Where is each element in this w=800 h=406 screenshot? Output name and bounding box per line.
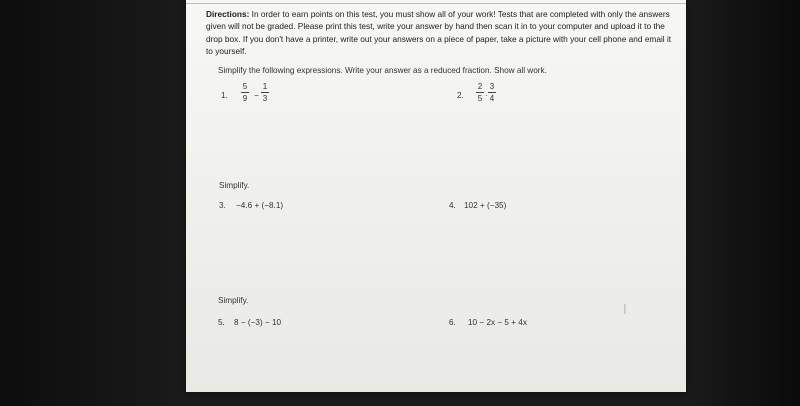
top-border [186, 3, 686, 4]
fraction-bar [476, 92, 484, 93]
test-worksheet [186, 0, 686, 392]
fraction-denominator: 4 [489, 94, 495, 103]
problem3-number: 3. [219, 201, 226, 210]
fraction-bar [261, 92, 269, 93]
section2-heading: Simplify. [219, 181, 250, 190]
problem1-fraction-a [241, 82, 249, 103]
problem4-number: 4. [449, 201, 456, 210]
fraction-numerator: 3 [489, 82, 495, 91]
section3-heading: Simplify. [218, 296, 249, 305]
problem5-expression: 8 − (−3) − 10 [234, 318, 282, 327]
problem2-fraction-b [488, 82, 496, 103]
text-cursor-icon: I [623, 303, 627, 318]
problem2-operator: · [485, 91, 488, 100]
section1-instruction: Simplify the following expressions. Write your answer as a reduced fraction. Show all work. [218, 66, 547, 75]
fraction-numerator: 5 [242, 82, 248, 91]
problem1-fraction-b [261, 82, 269, 103]
problem1-number: 1. [221, 91, 228, 100]
problem4-expression: 102 + (−35) [464, 201, 507, 210]
directions-text: In order to earn points on this test, you must show all of your work! Tests that are completed with only the answers given will not be graded. Please print this test, write your answer by hand then scan it in to your computer and upload it to the drop box. If you don't have a printer, write out your answers on a piece of paper, take a picture with your cell phone and email it to yourself. [206, 9, 672, 57]
fraction-bar [488, 92, 496, 93]
problem2-fraction-a [476, 82, 484, 103]
fraction-numerator: 1 [262, 82, 268, 91]
fraction-denominator: 3 [262, 94, 268, 103]
problem6-number: 6. [449, 318, 456, 327]
directions-label: Directions: [206, 9, 250, 19]
problem5-number: 5. [218, 318, 225, 327]
problem3-expression: −4.6 + (−8.1) [236, 201, 284, 210]
fraction-bar [241, 92, 249, 93]
fraction-denominator: 5 [477, 94, 483, 103]
problem2-number: 2. [457, 91, 464, 100]
problem1-operator: − [254, 91, 259, 100]
directions-paragraph [206, 8, 676, 58]
problem6-expression: 10 − 2x − 5 + 4x [468, 318, 527, 327]
fraction-denominator: 9 [242, 94, 248, 103]
fraction-numerator: 2 [477, 82, 483, 91]
